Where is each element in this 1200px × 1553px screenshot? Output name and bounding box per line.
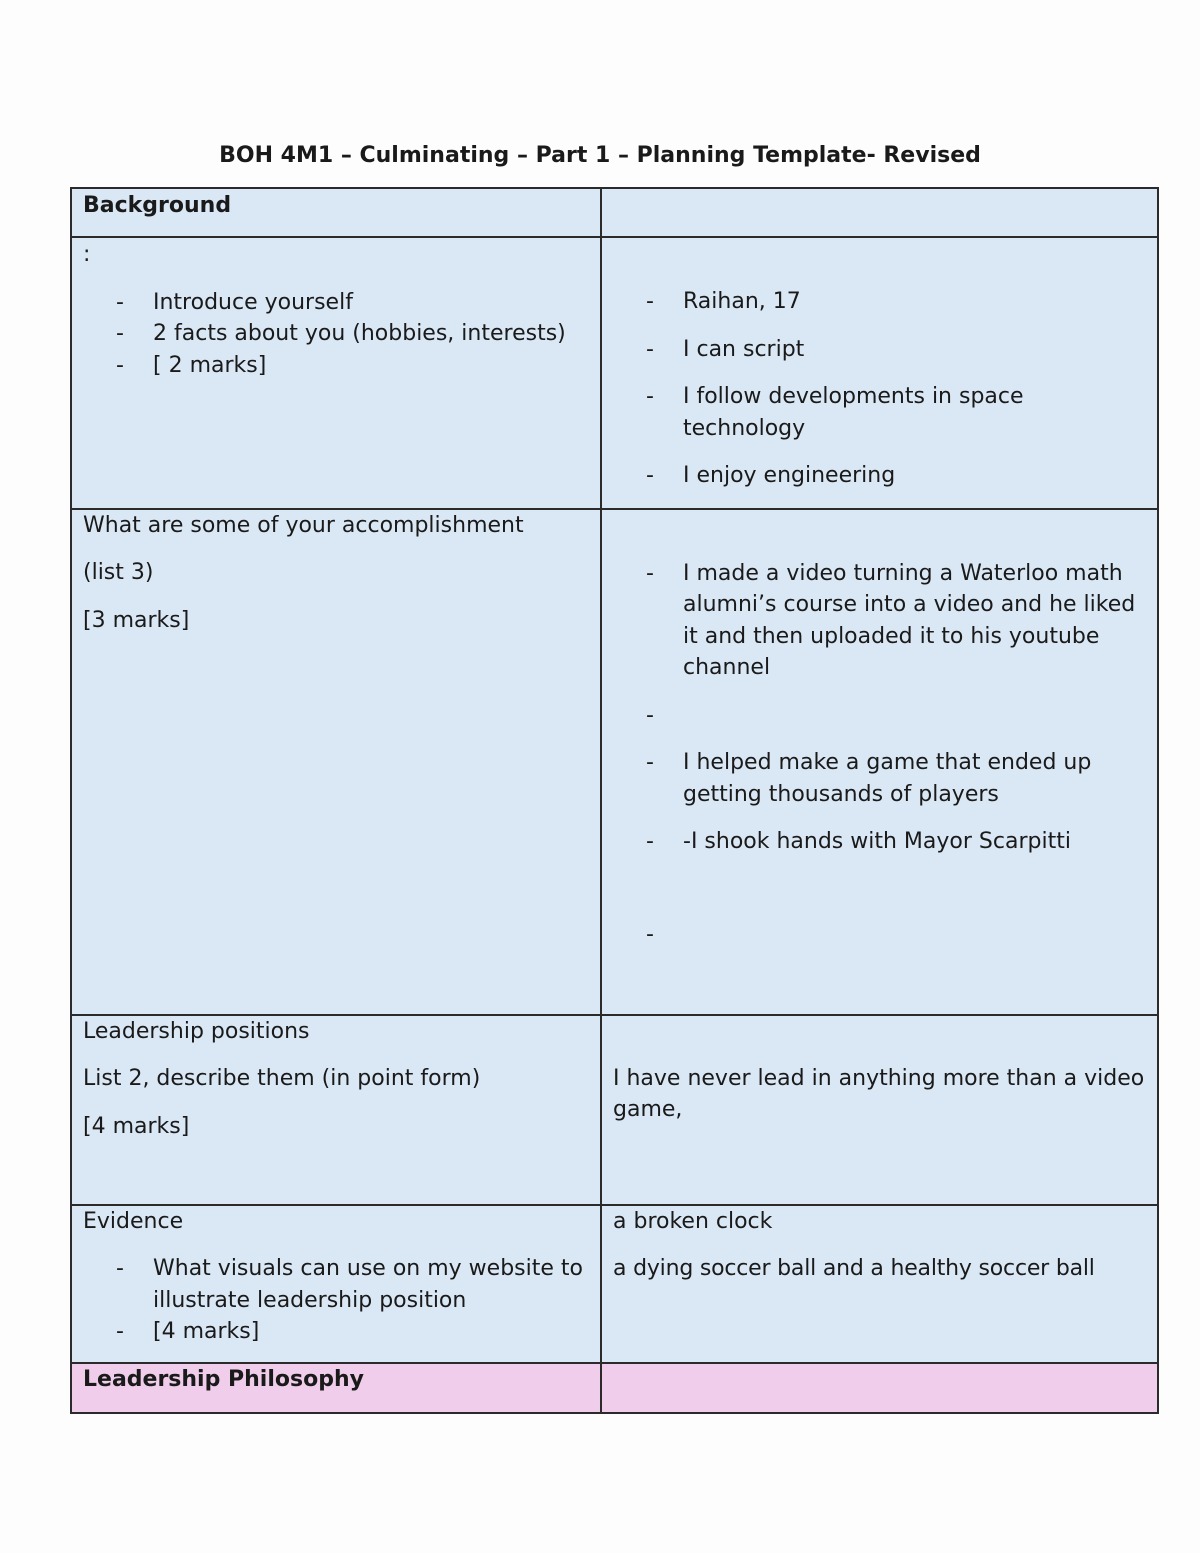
list-item: - I follow developments in space technology bbox=[613, 381, 1147, 444]
philosophy-empty-cell bbox=[601, 1363, 1158, 1413]
evidence-answer-1: a broken clock bbox=[613, 1208, 773, 1234]
planning-table bbox=[70, 187, 1159, 1414]
list-item: - -I shook hands with Mayor Scarpitti bbox=[613, 826, 1147, 858]
evidence-prompt-cell bbox=[71, 1205, 601, 1363]
evidence-answer-2: a dying soccer ball and a healthy soccer ball bbox=[613, 1256, 1095, 1281]
accomplishments-count: (list 3) bbox=[83, 560, 154, 585]
leadership-answer-cell bbox=[601, 1015, 1158, 1205]
background-answer-list bbox=[613, 286, 1147, 492]
accomplishments-row bbox=[71, 509, 1158, 1015]
accomplishments-question: What are some of your accomplishment bbox=[83, 512, 524, 538]
list-item: - I can script bbox=[613, 334, 1147, 366]
list-item: - 2 facts about you (hobbies, interests) bbox=[83, 318, 590, 350]
philosophy-row bbox=[71, 1363, 1158, 1413]
list-item: - I helped make a game that ended up getting thousands of players bbox=[613, 747, 1147, 810]
accomplishments-answer-cell bbox=[601, 509, 1158, 1015]
accomplishments-answer-list bbox=[613, 558, 1147, 951]
background-prompt-list bbox=[83, 287, 590, 382]
leadership-heading: Leadership positions bbox=[83, 1018, 310, 1044]
leadership-instruction: List 2, describe them (in point form) bbox=[83, 1066, 481, 1091]
leadership-answer: I have never lead in anything more than a video game, bbox=[613, 1065, 1145, 1122]
accomplishments-marks: [3 marks] bbox=[83, 607, 190, 633]
list-item: - I enjoy engineering bbox=[613, 460, 1147, 492]
list-item: - Raihan, 17 bbox=[613, 286, 1147, 318]
background-heading: Background bbox=[83, 193, 232, 218]
list-item: - I made a video turning a Waterloo math alumni’s course into a video and he liked it and then uploaded it to his youtube channel bbox=[613, 558, 1147, 684]
background-header-row bbox=[71, 188, 1158, 237]
philosophy-heading: Leadership Philosophy bbox=[83, 1366, 364, 1392]
list-item bbox=[613, 700, 1147, 732]
list-item: - Introduce yourself bbox=[83, 287, 590, 319]
evidence-heading: Evidence bbox=[83, 1208, 184, 1234]
document-title: BOH 4M1 – Culminating – Part 1 – Planning Template- Revised bbox=[219, 143, 981, 168]
philosophy-heading-cell bbox=[71, 1363, 601, 1413]
background-colon: : bbox=[83, 242, 91, 267]
background-prompt-cell bbox=[71, 237, 601, 509]
leadership-marks: [4 marks] bbox=[83, 1113, 190, 1139]
background-heading-empty-cell bbox=[601, 188, 1158, 237]
leadership-row bbox=[71, 1015, 1158, 1205]
leadership-prompt-cell bbox=[71, 1015, 601, 1205]
list-item bbox=[613, 919, 1147, 951]
evidence-row bbox=[71, 1205, 1158, 1363]
background-answer-cell bbox=[601, 237, 1158, 509]
evidence-answer-cell bbox=[601, 1205, 1158, 1363]
list-item: - What visuals can use on my website to illustrate leadership position bbox=[83, 1253, 590, 1316]
evidence-prompt-list bbox=[83, 1253, 590, 1348]
accomplishments-prompt-cell bbox=[71, 509, 601, 1015]
list-item: - [4 marks] bbox=[83, 1316, 590, 1348]
list-item: - [ 2 marks] bbox=[83, 350, 590, 382]
background-heading-cell bbox=[71, 188, 601, 237]
background-row bbox=[71, 237, 1158, 509]
